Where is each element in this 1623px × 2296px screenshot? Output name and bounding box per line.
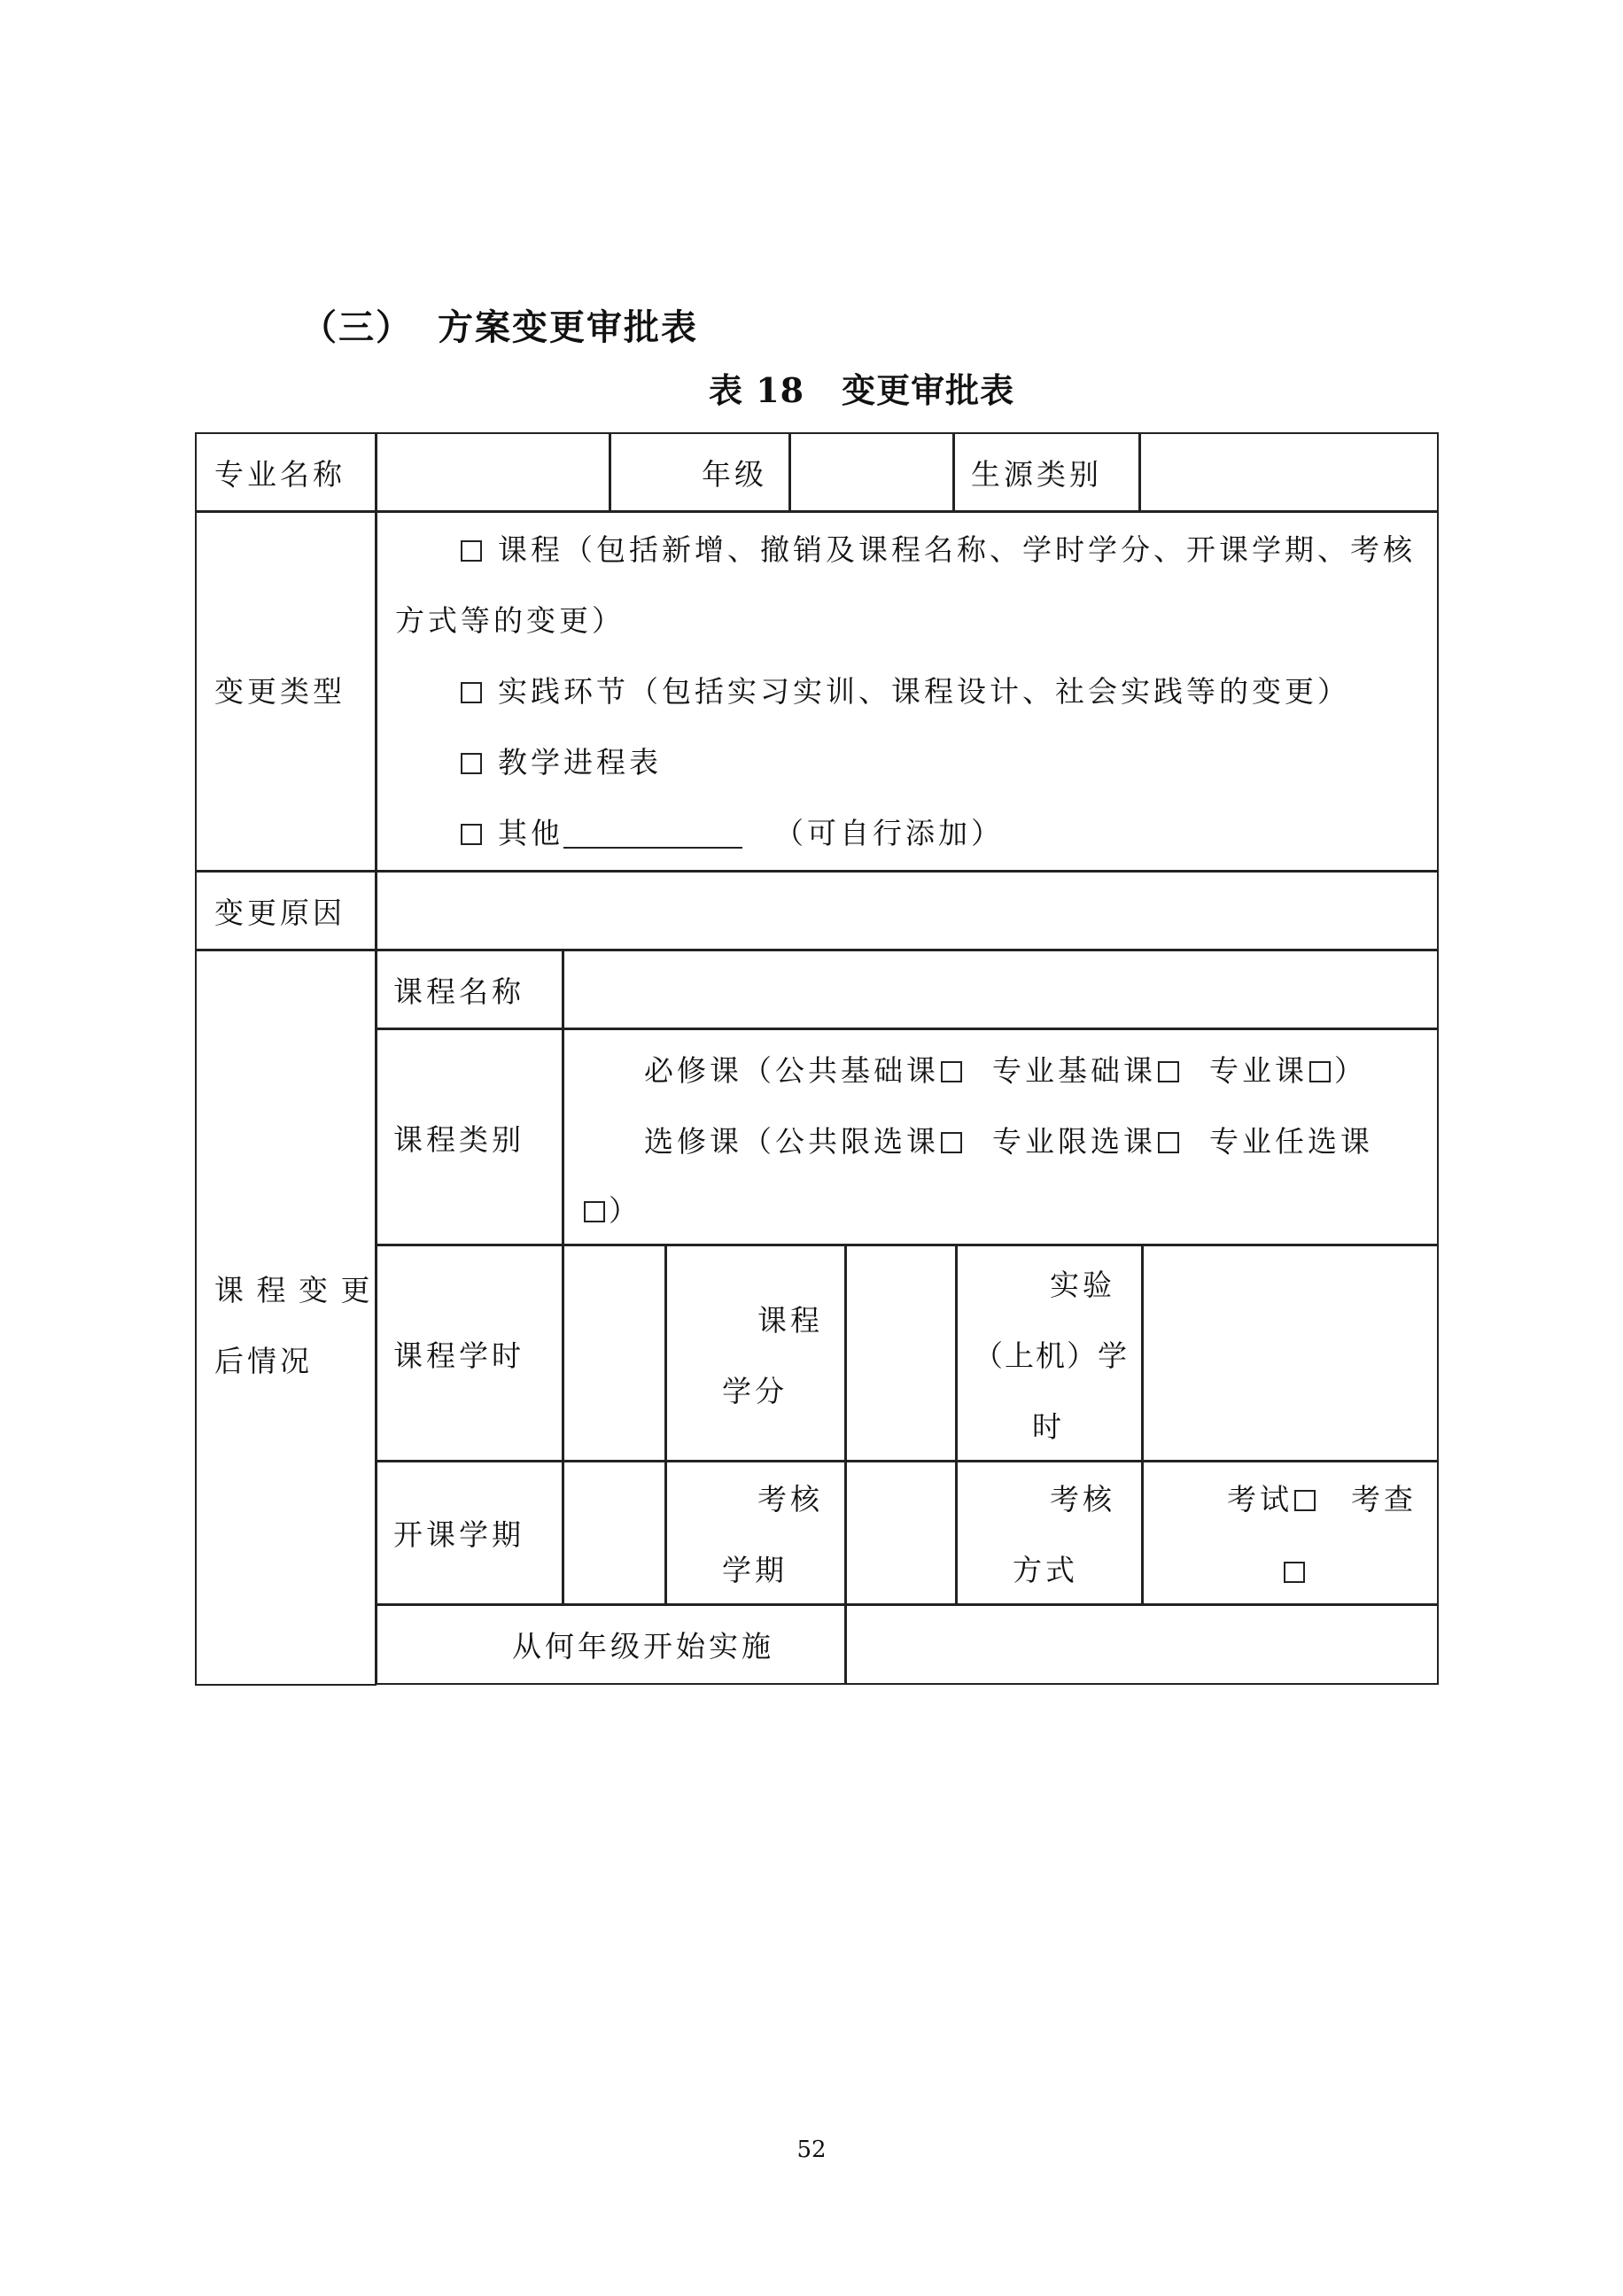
checkbox-major-basic[interactable] xyxy=(1158,1061,1179,1082)
term-value-cell[interactable] xyxy=(563,1461,666,1605)
option-practice[interactable] xyxy=(461,674,1350,710)
course-hours-label-cell xyxy=(376,1245,563,1462)
option-course-line1: 课程（包括新增、撤销及课程名称、学时学分、开课学期、考核 xyxy=(498,532,1416,567)
elective-mid: 专业限选课 xyxy=(992,1124,1156,1159)
option-practice-label: 实践环节（包括实习实训、课程设计、社会实践等的变更） xyxy=(498,674,1350,709)
option-other[interactable] xyxy=(461,816,1004,851)
source-value-cell[interactable] xyxy=(1139,432,1439,512)
reason-label: 变更原因 xyxy=(214,896,346,930)
checkbox-other[interactable] xyxy=(461,824,482,845)
course-category-label-cell xyxy=(376,1028,563,1245)
elective-prefix: 选修课（公共限选课 xyxy=(644,1124,939,1159)
required-close: ） xyxy=(1334,1053,1367,1088)
elective-close: ） xyxy=(609,1193,641,1228)
course-credit-value-cell[interactable] xyxy=(845,1245,957,1462)
course-category-options-cell xyxy=(563,1028,1439,1245)
major-value-cell[interactable] xyxy=(376,432,610,512)
option-other-note: （可自行添加） xyxy=(774,816,1004,850)
checkbox-public-limited[interactable] xyxy=(941,1132,962,1153)
change-type-label-cell xyxy=(195,511,377,872)
major-label-cell xyxy=(195,432,377,512)
grade-value-cell[interactable] xyxy=(789,432,954,512)
reason-label-cell xyxy=(195,871,377,950)
exam-method-options xyxy=(1227,1482,1417,1517)
section-title: 方案变更审批表 xyxy=(438,307,698,348)
lab-hours-label-cell xyxy=(956,1245,1143,1462)
checkbox-public-basic[interactable] xyxy=(941,1061,962,1082)
option-other-label: 其他 xyxy=(498,816,563,850)
change-type-label: 变更类型 xyxy=(214,674,346,709)
lab-hours-label-line2: （上机）学 xyxy=(974,1338,1129,1373)
exam-method-label-line2: 方式 xyxy=(1013,1553,1078,1587)
exam-term-value-cell[interactable] xyxy=(845,1461,957,1605)
source-label-cell xyxy=(953,432,1140,512)
option-course-line2: 方式等的变更） xyxy=(395,603,625,638)
lab-hours-label-line1: 实验 xyxy=(1050,1268,1115,1302)
checkbox-major-course[interactable] xyxy=(1309,1061,1331,1082)
course-name-label: 课程名称 xyxy=(393,974,524,1009)
major-label: 专业名称 xyxy=(214,457,346,492)
after-change-label-line2: 后情况 xyxy=(214,1344,313,1378)
course-name-label-cell xyxy=(376,950,563,1029)
section-heading xyxy=(301,299,698,350)
required-mid: 专业基础课 xyxy=(992,1053,1156,1088)
exam-option-label: 考试 xyxy=(1227,1482,1293,1516)
grade-label: 年级 xyxy=(702,457,767,492)
course-credit-label-line2: 学分 xyxy=(722,1374,788,1408)
reason-value-cell[interactable] xyxy=(376,871,1439,950)
checkbox-major-limited[interactable] xyxy=(1158,1132,1179,1153)
source-label: 生源类别 xyxy=(971,457,1102,492)
check-option-label: 考查 xyxy=(1351,1482,1417,1516)
approval-form-table xyxy=(196,433,1439,1686)
course-category-label: 课程类别 xyxy=(393,1122,524,1157)
other-blank-field[interactable] xyxy=(563,817,742,849)
course-hours-label: 课程学时 xyxy=(393,1338,524,1373)
table-caption xyxy=(709,363,1014,412)
checkbox-course[interactable] xyxy=(461,540,482,562)
lab-hours-value-cell[interactable] xyxy=(1142,1245,1439,1462)
page-number: 52 xyxy=(796,2137,827,2163)
course-credit-label-cell xyxy=(665,1245,846,1462)
checkbox-schedule[interactable] xyxy=(461,753,482,774)
section-number: （三） xyxy=(301,307,413,348)
checkbox-major-optional[interactable] xyxy=(584,1201,605,1222)
checkbox-practice[interactable] xyxy=(461,682,482,703)
course-hours-value-cell[interactable] xyxy=(563,1245,666,1462)
start-grade-label-cell xyxy=(376,1604,846,1685)
elective-end: 专业任选课 xyxy=(1209,1124,1373,1159)
checkbox-exam[interactable] xyxy=(1294,1490,1316,1511)
course-name-value-cell[interactable] xyxy=(563,950,1439,1029)
option-course[interactable] xyxy=(461,532,1416,568)
start-grade-value-cell[interactable] xyxy=(845,1604,1439,1685)
exam-term-label-line1: 考核 xyxy=(757,1482,823,1516)
after-change-label-line1: 课 程 变 更 xyxy=(214,1273,372,1307)
exam-method-label-cell xyxy=(956,1461,1143,1605)
option-schedule[interactable] xyxy=(461,745,662,780)
course-credit-label-line1: 课程 xyxy=(757,1303,823,1338)
term-label: 开课学期 xyxy=(393,1517,524,1552)
start-grade-label: 从何年级开始实施 xyxy=(512,1629,774,1664)
lab-hours-label-line3: 时 xyxy=(1032,1409,1065,1444)
elective-course-options-wrap xyxy=(582,1193,641,1229)
exam-term-label-line2: 学期 xyxy=(722,1553,788,1587)
grade-label-cell xyxy=(610,432,790,512)
exam-method-label-line1: 考核 xyxy=(1050,1482,1115,1516)
table-number: 表 18 xyxy=(709,370,805,410)
checkbox-check[interactable] xyxy=(1284,1562,1305,1583)
elective-course-options xyxy=(644,1124,1373,1160)
change-type-options-cell xyxy=(376,511,1439,872)
required-prefix: 必修课（公共基础课 xyxy=(644,1053,939,1088)
exam-term-label-cell xyxy=(665,1461,846,1605)
exam-method-options-cell xyxy=(1142,1461,1439,1605)
after-change-label-cell xyxy=(195,950,377,1686)
option-schedule-label: 教学进程表 xyxy=(498,745,662,780)
required-course-options xyxy=(644,1053,1367,1089)
required-end: 专业课 xyxy=(1209,1053,1308,1088)
table-title: 变更审批表 xyxy=(842,370,1015,410)
term-label-cell xyxy=(376,1461,563,1605)
